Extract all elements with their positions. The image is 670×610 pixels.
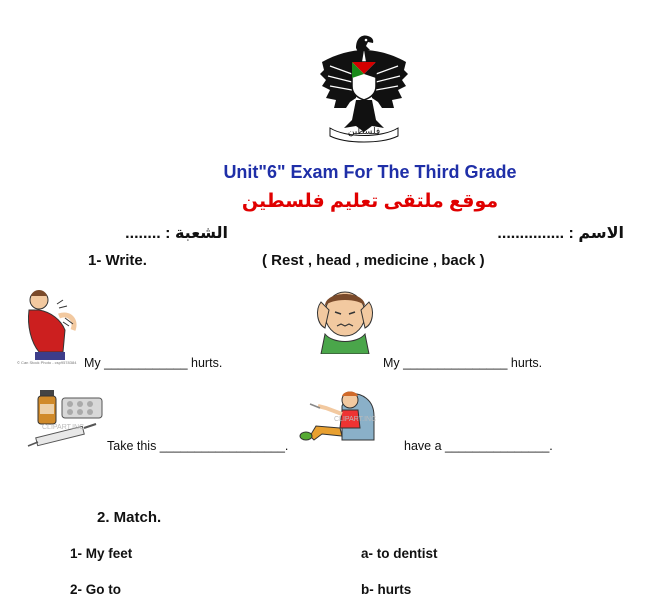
- match-left-1[interactable]: 1- My feet: [70, 546, 133, 561]
- sentence-2[interactable]: My _______________ hurts.: [383, 356, 543, 370]
- back-pain-image: [17, 286, 85, 366]
- image-credit: © Can Stock Photo - csp9578384: [17, 360, 77, 365]
- word-bank: ( Rest , head , medicine , back ): [262, 252, 485, 269]
- class-field[interactable]: الشعبة : ........: [125, 225, 228, 242]
- emblem-text: فلسطين: [347, 126, 381, 136]
- palestine-emblem: [316, 28, 412, 144]
- headache-image: [307, 284, 383, 354]
- name-field[interactable]: الاسم : ...............: [497, 225, 624, 242]
- match-left-2[interactable]: 2- Go to: [70, 582, 121, 597]
- medicine-image: [26, 386, 106, 452]
- resting-sick-boy-image: [296, 386, 380, 448]
- question2-label: 2. Match.: [97, 509, 162, 526]
- match-right-1[interactable]: a- to dentist: [361, 546, 438, 561]
- question1-label: 1- Write.: [88, 252, 147, 269]
- sentence-3[interactable]: Take this __________________.: [107, 439, 289, 453]
- exam-title: Unit"6" Exam For The Third Grade: [223, 162, 517, 182]
- sentence-1[interactable]: My ____________ hurts.: [84, 356, 223, 370]
- watermark: CLIPART.INC: [334, 416, 377, 423]
- sentence-4[interactable]: have a _______________.: [404, 439, 553, 453]
- match-right-2[interactable]: b- hurts: [361, 582, 412, 597]
- watermark: CLIPART.INC: [42, 424, 85, 431]
- exam-subtitle: موقع ملتقى تعليم فلسطين: [241, 191, 499, 212]
